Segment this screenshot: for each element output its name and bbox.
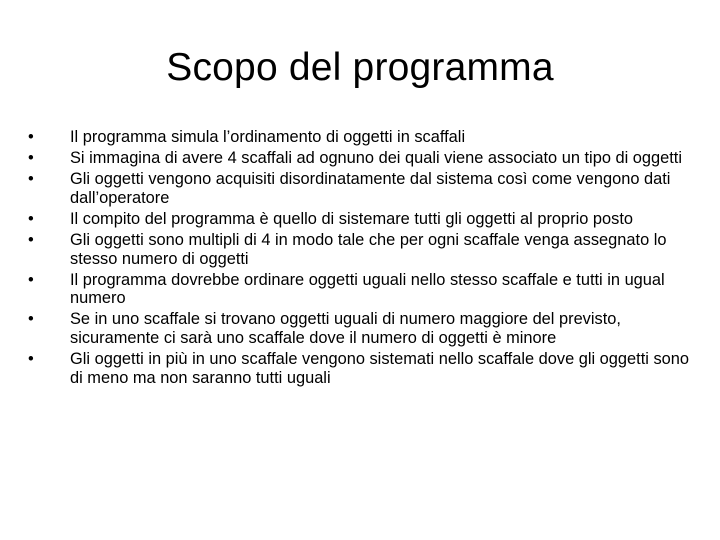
list-item <box>28 231 692 268</box>
bullet-text: Il programma dovrebbe ordinare oggetti uguali nello stesso scaffale e tutti in ugual numero <box>70 270 665 308</box>
list-item <box>28 170 692 207</box>
list-item <box>28 210 692 229</box>
bullet-text: Il compito del programma è quello di sistemare tutti gli oggetti al proprio posto <box>70 209 634 228</box>
bullet-icon: • <box>28 310 34 329</box>
bullet-icon: • <box>28 270 34 289</box>
bullet-text: Il programma simula l’ordinamento di oggetti in scaffali <box>70 128 466 146</box>
bullet-text: Gli oggetti in più in uno scaffale vengono sistemati nello scaffale dove gli oggetti sono di meno ma non saranno tutti uguali <box>70 350 689 387</box>
bullet-icon: • <box>28 230 34 249</box>
bullet-icon: • <box>28 170 34 189</box>
slide-title: Scopo del programma <box>166 46 554 89</box>
list-item <box>28 128 692 147</box>
bullet-icon: • <box>28 350 34 369</box>
bullet-text: Gli oggetti sono multipli di 4 in modo tale che per ogni scaffale venga assegnato lo stesso numero di oggetti <box>70 230 667 268</box>
bullet-text: Se in uno scaffale si trovano oggetti uguali di numero maggiore del previsto, sicuramente ci sarà uno scaffale dove il numero di oggetti è minore <box>70 310 621 347</box>
list-item <box>28 350 692 387</box>
list-item <box>28 149 692 168</box>
bullet-text: Si immagina di avere 4 scaffali ad ognuno dei quali viene associato un tipo di oggetti <box>70 149 683 168</box>
list-item <box>28 271 692 308</box>
bullet-icon: • <box>28 209 34 228</box>
list-item <box>28 310 692 347</box>
bullet-text: Gli oggetti vengono acquisiti disordinatamente dal sistema così come vengono dati dall’operatore <box>70 170 671 207</box>
bullet-icon: • <box>28 128 34 146</box>
bullet-icon: • <box>28 149 34 168</box>
bullet-list <box>28 128 692 390</box>
